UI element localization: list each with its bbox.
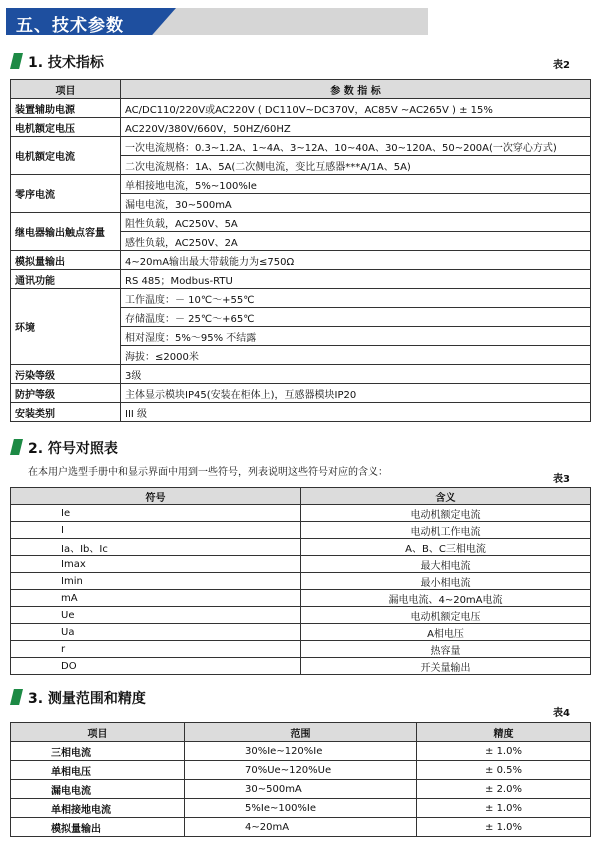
meaning-cell: 电动机工作电流 — [301, 522, 591, 539]
range-cell: 30~500mA — [185, 780, 417, 799]
table-row — [11, 505, 591, 522]
table-4-ref: 表4 — [553, 708, 570, 719]
row-value: AC/DC110/220V或AC220V ( DC110V~DC370V，AC85V ~AC265V ) ± 15% — [121, 99, 591, 118]
row-value: 一次电流规格：0.3~1.2A、1~4A、3~12A、10~40A、30~120A、50~200A(一次穿心方式) — [121, 137, 591, 156]
table-row — [11, 403, 591, 422]
section-2-title: 2. 符号对照表 — [28, 441, 118, 457]
row-label: 通讯功能 — [11, 270, 121, 289]
row-value: 3级 — [121, 365, 591, 384]
meaning-cell: 最小相电流 — [301, 573, 591, 590]
table-header: 项目 — [11, 80, 121, 99]
table-row — [11, 289, 591, 308]
table-row — [11, 522, 591, 539]
row-value: 主体显示模块IP45(安装在柜体上)，互感器模块IP20 — [121, 384, 591, 403]
table-header: 项目 — [11, 723, 185, 742]
meaning-cell: 开关量输出 — [301, 658, 591, 675]
item-cell: 单相电压 — [11, 761, 185, 780]
symbol-cell: mA — [11, 590, 301, 607]
table-row — [11, 624, 591, 641]
meaning-cell: 最大相电流 — [301, 556, 591, 573]
table-row — [11, 818, 591, 837]
chapter-title: 五、技术参数 — [16, 16, 124, 36]
tech-spec-table — [10, 79, 591, 422]
meaning-cell: A相电压 — [301, 624, 591, 641]
accuracy-cell: ± 1.0% — [417, 799, 591, 818]
symbol-cell: Ia、Ib、Ic — [11, 539, 301, 556]
symbol-cell: r — [11, 641, 301, 658]
table-header: 含义 — [301, 488, 591, 505]
row-value: 单相接地电流，5%~100%Ie — [121, 175, 591, 194]
table-row — [11, 658, 591, 675]
table-row — [11, 251, 591, 270]
table-header: 精度 — [417, 723, 591, 742]
meaning-cell: 电动机额定电压 — [301, 607, 591, 624]
row-value: III 级 — [121, 403, 591, 422]
table-3-ref: 表3 — [553, 474, 570, 485]
table-row — [11, 213, 591, 232]
row-value: 4~20mA输出最大带载能力为≤750Ω — [121, 251, 591, 270]
row-value: 阻性负载，AC250V、5A — [121, 213, 591, 232]
row-value: AC220V/380V/660V，50HZ/60HZ — [121, 118, 591, 137]
accuracy-cell: ± 1.0% — [417, 818, 591, 837]
measurement-table — [10, 722, 591, 837]
row-label: 零序电流 — [11, 175, 121, 213]
range-cell: 4~20mA — [185, 818, 417, 837]
table-row — [11, 99, 591, 118]
range-cell: 30%Ie~120%Ie — [185, 742, 417, 761]
table-row — [11, 590, 591, 607]
item-cell: 三相电流 — [11, 742, 185, 761]
table-row — [11, 384, 591, 403]
table-row — [11, 175, 591, 194]
accuracy-cell: ± 0.5% — [417, 761, 591, 780]
section-marker-icon — [10, 689, 23, 705]
section-1-title: 1. 技术指标 — [28, 55, 104, 71]
range-cell: 70%Ue~120%Ue — [185, 761, 417, 780]
table-row — [11, 365, 591, 384]
row-value: 海拔：≤2000米 — [121, 346, 591, 365]
row-label: 电机额定电流 — [11, 137, 121, 175]
section-marker-icon — [10, 439, 23, 455]
table-header: 范围 — [185, 723, 417, 742]
table-row — [11, 270, 591, 289]
symbol-cell: I — [11, 522, 301, 539]
section-2-intro: 在本用户选型手册中和显示界面中用到一些符号，列表说明这些符号对应的含义： — [28, 467, 388, 478]
accuracy-cell: ± 2.0% — [417, 780, 591, 799]
section-marker-icon — [10, 53, 23, 69]
row-value: 漏电电流，30~500mA — [121, 194, 591, 213]
table-row — [11, 539, 591, 556]
table-row — [11, 780, 591, 799]
row-value: 相对湿度：5%～95% 不结露 — [121, 327, 591, 346]
row-value: 二次电流规格：1A、5A(二次侧电流，变比互感器***A/1A、5A) — [121, 156, 591, 175]
meaning-cell: A、B、C三相电流 — [301, 539, 591, 556]
table-header: 参 数 指 标 — [121, 80, 591, 99]
item-cell: 单相接地电流 — [11, 799, 185, 818]
row-value: 感性负载，AC250V、2A — [121, 232, 591, 251]
accuracy-cell: ± 1.0% — [417, 742, 591, 761]
table-row — [11, 641, 591, 658]
row-label: 装置辅助电源 — [11, 99, 121, 118]
row-value: RS 485；Modbus-RTU — [121, 270, 591, 289]
row-label: 污染等级 — [11, 365, 121, 384]
symbol-cell: Ie — [11, 505, 301, 522]
section-3-title: 3. 测量范围和精度 — [28, 691, 146, 707]
table-row — [11, 118, 591, 137]
table-row — [11, 573, 591, 590]
range-cell: 5%Ie~100%Ie — [185, 799, 417, 818]
table-2-ref: 表2 — [553, 60, 570, 71]
meaning-cell: 漏电电流、4~20mA电流 — [301, 590, 591, 607]
table-row — [11, 799, 591, 818]
row-label: 继电器输出触点容量 — [11, 213, 121, 251]
table-row — [11, 607, 591, 624]
meaning-cell: 热容量 — [301, 641, 591, 658]
symbol-cell: Ua — [11, 624, 301, 641]
symbol-cell: Imin — [11, 573, 301, 590]
table-row — [11, 742, 591, 761]
row-value: 工作温度：－ 10℃～+55℃ — [121, 289, 591, 308]
row-value: 存储温度：－ 25℃～+65℃ — [121, 308, 591, 327]
symbol-cell: Imax — [11, 556, 301, 573]
item-cell: 漏电电流 — [11, 780, 185, 799]
symbol-table — [10, 487, 591, 675]
row-label: 环境 — [11, 289, 121, 365]
table-header: 符号 — [11, 488, 301, 505]
table-row — [11, 761, 591, 780]
row-label: 安装类别 — [11, 403, 121, 422]
symbol-cell: Ue — [11, 607, 301, 624]
chapter-header — [6, 8, 428, 35]
row-label: 模拟量输出 — [11, 251, 121, 270]
row-label: 电机额定电压 — [11, 118, 121, 137]
table-row — [11, 137, 591, 156]
table-row — [11, 556, 591, 573]
item-cell: 模拟量输出 — [11, 818, 185, 837]
symbol-cell: DO — [11, 658, 301, 675]
meaning-cell: 电动机额定电流 — [301, 505, 591, 522]
row-label: 防护等级 — [11, 384, 121, 403]
